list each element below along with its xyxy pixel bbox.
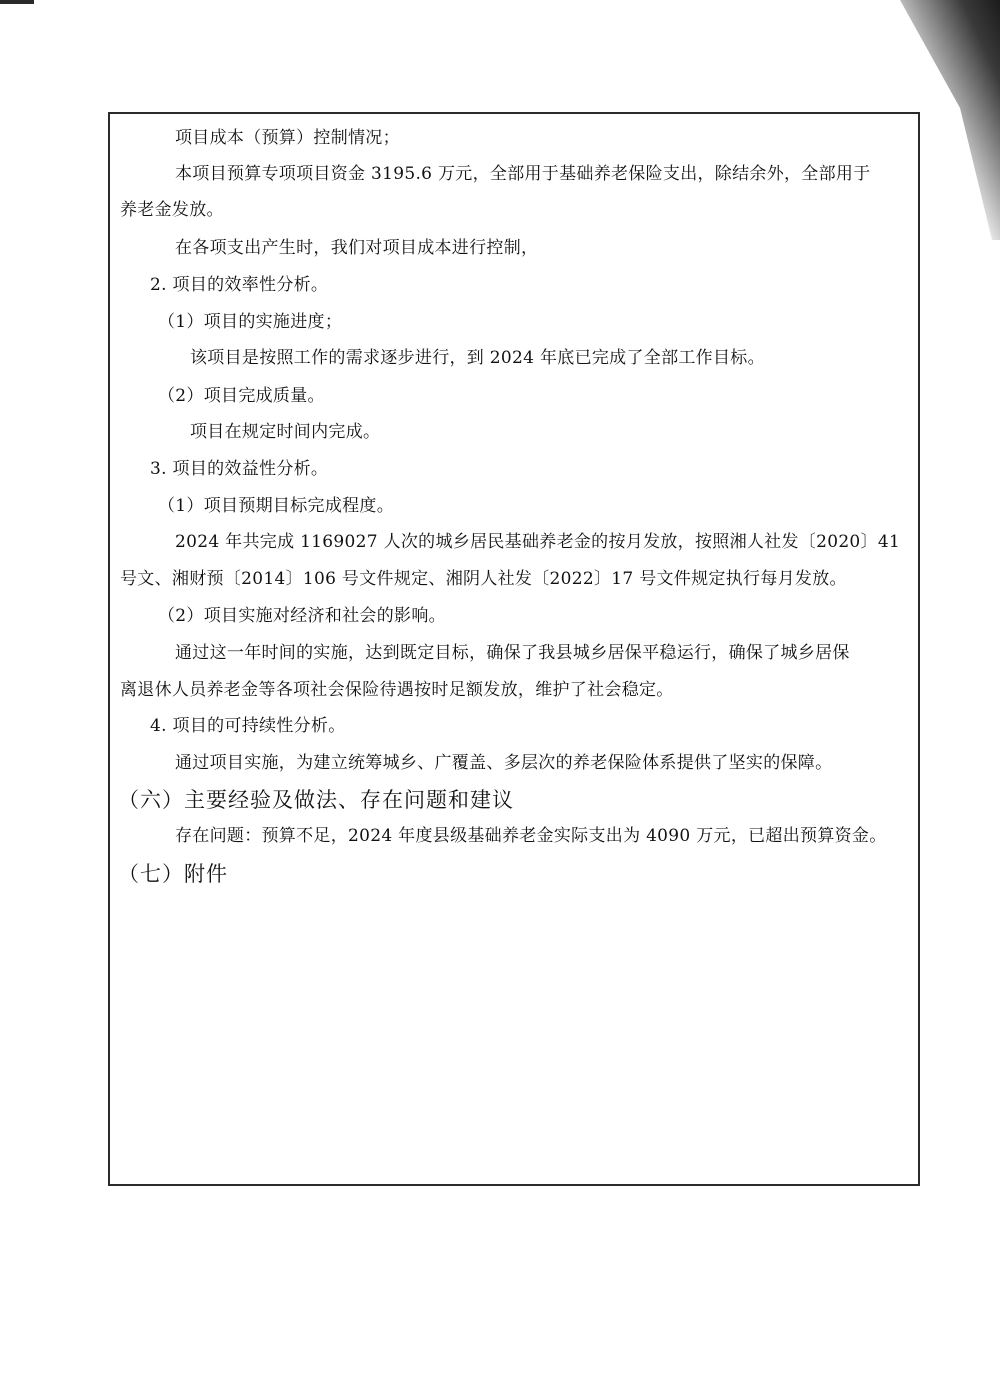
issues-paragraph: 存在问题：预算不足，2024 年度县级基础养老金实际支出为 4090 万元，已超出预算资金。 bbox=[175, 826, 887, 846]
cost-control-heading: 项目成本（预算）控制情况； bbox=[175, 128, 400, 148]
efficiency-analysis-heading: 2. 项目的效率性分析。 bbox=[150, 275, 329, 295]
budget-paragraph-line2: 养老金发放。 bbox=[120, 200, 224, 220]
impact-paragraph-line2: 离退休人员养老金等各项社会保险待遇按时足额发放，维护了社会稳定。 bbox=[120, 680, 674, 700]
impact-subheading: （2）项目实施对经济和社会的影响。 bbox=[158, 606, 446, 626]
goal-completion-line2: 号文、湘财预〔2014〕106 号文件规定、湘阴人社发〔2022〕17 号文件规定执行每月发放。 bbox=[120, 569, 847, 589]
quality-subheading: （2）项目完成质量。 bbox=[158, 386, 325, 406]
sustainability-heading: 4. 项目的可持续性分析。 bbox=[150, 716, 346, 736]
benefit-analysis-heading: 3. 项目的效益性分析。 bbox=[150, 459, 329, 479]
progress-paragraph: 该项目是按照工作的需求逐步进行，到 2024 年底已完成了全部工作目标。 bbox=[190, 348, 765, 368]
sustainability-paragraph: 通过项目实施，为建立统筹城乡、广覆盖、多层次的养老保险体系提供了坚实的保障。 bbox=[175, 753, 833, 773]
goal-completion-subheading: （1）项目预期目标完成程度。 bbox=[158, 496, 395, 516]
quality-paragraph: 项目在规定时间内完成。 bbox=[190, 422, 381, 442]
impact-paragraph-line1: 通过这一年时间的实施，达到既定目标，确保了我县城乡居保平稳运行，确保了城乡居保 bbox=[175, 643, 850, 663]
budget-paragraph-line1: 本项目预算专项项目资金 3195.6 万元，全部用于基础养老保险支出，除结余外，全部用于 bbox=[175, 164, 871, 184]
cost-control-paragraph: 在各项支出产生时，我们对项目成本进行控制， bbox=[175, 238, 539, 258]
scan-corner-mark bbox=[0, 0, 34, 4]
goal-completion-line1: 2024 年共完成 1169027 人次的城乡居民基础养老金的按月发放，按照湘人社发〔2020〕41 bbox=[175, 532, 901, 552]
section-six-heading: （六）主要经验及做法、存在问题和建议 bbox=[118, 788, 514, 812]
progress-subheading: （1）项目的实施进度； bbox=[158, 312, 343, 332]
section-seven-heading: （七）附件 bbox=[118, 862, 228, 886]
